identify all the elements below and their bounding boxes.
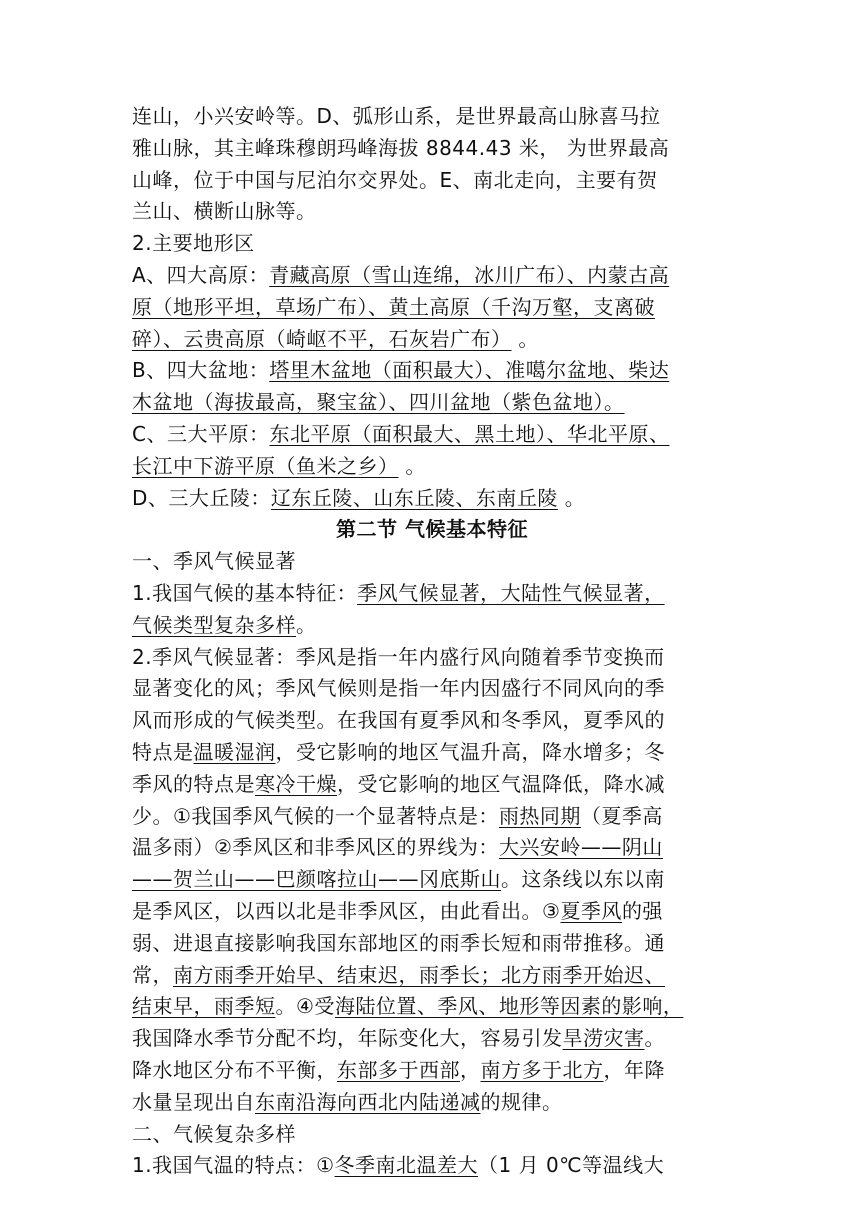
underlined-text: 东南沿海向西北内陆递减	[255, 1089, 481, 1114]
text-segment: 的强	[621, 898, 663, 923]
underlined-text: 结束早，雨季短	[132, 994, 276, 1019]
underlined-text: 南方雨季开始早、结束迟，雨季长；北方雨季开始迟、	[173, 962, 665, 987]
underlined-text: 寒冷干燥	[255, 771, 337, 796]
text-segment: 一、季风气候显著	[132, 549, 296, 574]
text-line	[132, 864, 732, 896]
underlined-text: 碎）、云贵高原（崎岖不平，石灰岩广布）	[132, 326, 512, 351]
text-segment: 。	[511, 326, 539, 351]
text-segment: 1.我国气候的基本特征：	[132, 580, 358, 605]
text-segment: 风而形成的气候类型。在我国有夏季风和冬季风，夏季风的	[132, 708, 665, 733]
text-line	[132, 610, 732, 642]
document-page	[132, 101, 732, 1182]
text-line	[132, 642, 732, 674]
text-line	[132, 387, 732, 419]
text-segment: 水量呈现出自	[132, 1089, 255, 1114]
text-segment: 。	[296, 612, 317, 637]
text-segment: 。	[557, 485, 586, 510]
text-line	[132, 1150, 732, 1182]
text-segment: 兰山、横断山脉等。	[132, 199, 317, 224]
underlined-text: 海陆位置、季风、地形等因素的影响，	[334, 994, 684, 1019]
text-segment: 连山，小兴安岭等。D、弧形山系，是世界最高山脉喜马拉	[132, 104, 661, 128]
text-segment: 2.季风气候显著：季风是指一年内盛行风向随着季节变换而	[132, 644, 665, 669]
text-segment: 。	[398, 453, 426, 478]
underlined-text: 辽东丘陵、山东丘陵、东南丘陵	[270, 485, 558, 510]
text-segment: 显著变化的风；季风气候则是指一年内因盛行不同风向的季	[132, 676, 665, 701]
text-line	[132, 1087, 732, 1119]
text-segment: 我国降水季节分配不均，年际变化大，容易引发	[132, 1026, 563, 1051]
text-line	[132, 324, 732, 356]
underlined-text: ——贺兰山——巴颜喀拉山——冈底斯山	[132, 867, 501, 892]
text-line	[132, 769, 732, 801]
underlined-text: 木盆地（海拔最高，聚宝盆）、四川盆地（紫色盆地）。	[132, 390, 625, 415]
text-line	[132, 101, 732, 133]
text-segment: 常，	[132, 962, 173, 987]
text-segment: ，受它影响的地区气温升高，降水增多；冬	[275, 739, 665, 764]
text-line	[132, 578, 732, 610]
text-line	[132, 673, 732, 705]
underlined-text: 南方多于北方	[480, 1057, 604, 1082]
text-segment: ，受它影响的地区气温降低，降水减	[337, 771, 665, 796]
underlined-text: 气候类型复杂多样	[132, 612, 296, 637]
text-segment: C、三大平原：	[132, 421, 270, 446]
text-segment: 1.我国气温的特点：①	[132, 1153, 335, 1178]
underlined-text: 原（地形平坦，草场广布）、黄土高原（千沟万壑，支离破	[132, 294, 655, 319]
text-segment: （夏季高	[580, 803, 663, 828]
underlined-text: 旱涝灾害	[562, 1026, 645, 1051]
text-line	[132, 292, 732, 324]
text-segment: 。这条线以东以南	[501, 867, 665, 892]
text-line	[132, 165, 732, 197]
text-line	[132, 801, 732, 833]
underlined-text: 东部多于西部	[337, 1057, 460, 1082]
text-line	[132, 196, 732, 228]
text-segment: 。	[644, 1026, 665, 1051]
underlined-text: 冬季南北温差大	[334, 1153, 479, 1178]
underlined-text: 塔里木盆地（面积最大）、准噶尔盆地、柴达	[269, 358, 670, 383]
underlined-text: 大兴安岭——阴山	[498, 835, 663, 860]
text-line	[132, 483, 732, 515]
text-segment: 山峰，位于中国与尼泊尔交界处。E、南北走向，主要有贺	[132, 167, 658, 192]
section-title: 第二节 气候基本特征	[336, 517, 528, 542]
text-segment: 季风的特点是	[132, 771, 255, 796]
text-line	[132, 260, 732, 292]
text-segment: 温多雨）②季风区和非季风区的界线为：	[132, 835, 499, 860]
text-line	[132, 896, 732, 928]
text-segment: 少。①我国季风气候的一个显著特点是：	[132, 803, 499, 828]
underlined-text: 温暖湿润	[193, 739, 276, 764]
underlined-text: 雨热同期	[498, 803, 581, 828]
text-segment: ，年降	[603, 1057, 665, 1082]
text-segment: 2.主要地形区	[132, 231, 255, 256]
text-line	[132, 737, 732, 769]
text-segment: 降水地区分布不平衡，	[132, 1057, 337, 1082]
text-line	[132, 1023, 732, 1055]
text-line	[132, 1119, 732, 1151]
text-line	[132, 419, 732, 451]
text-segment: ，	[460, 1057, 481, 1082]
text-segment: 弱、进退直接影响我国东部地区的雨季长短和雨带推移。通	[132, 930, 665, 955]
underlined-text: 东北平原（面积最大、黑土地）、华北平原、	[269, 421, 670, 446]
text-line	[132, 133, 732, 165]
text-line	[132, 546, 732, 578]
text-line	[132, 228, 732, 260]
text-segment: B、四大盆地：	[132, 358, 270, 383]
text-segment: 雅山脉，其主峰珠穆朗玛峰海拔 8844.43 米， 为世界最高	[132, 135, 670, 160]
text-segment: 。④受	[275, 994, 335, 1019]
underlined-text: 青藏高原（雪山连绵，冰川广布）、内蒙古高	[269, 262, 670, 287]
text-segment: （1 月 0℃等温线大	[478, 1153, 665, 1178]
text-line	[132, 991, 732, 1023]
text-segment: 是季风区，以西以北是非季风区，由此看出。③	[132, 898, 561, 923]
text-segment: 二、气候复杂多样	[132, 1121, 296, 1146]
text-segment: D、三大丘陵：	[132, 485, 271, 510]
text-line	[132, 928, 732, 960]
text-line	[132, 1055, 732, 1087]
underlined-text: 长江中下游平原（鱼米之乡）	[132, 453, 399, 478]
text-segment: 的规律。	[480, 1089, 563, 1114]
text-line	[132, 832, 732, 864]
text-line	[132, 705, 732, 737]
underlined-text: 夏季风	[560, 898, 622, 923]
text-line	[132, 355, 732, 387]
underlined-text: 季风气候显著，大陆性气候显著，	[357, 580, 665, 605]
text-segment: A、四大高原：	[132, 262, 270, 287]
text-segment: 特点是	[132, 739, 194, 764]
text-line	[132, 960, 732, 992]
text-line	[132, 451, 732, 483]
